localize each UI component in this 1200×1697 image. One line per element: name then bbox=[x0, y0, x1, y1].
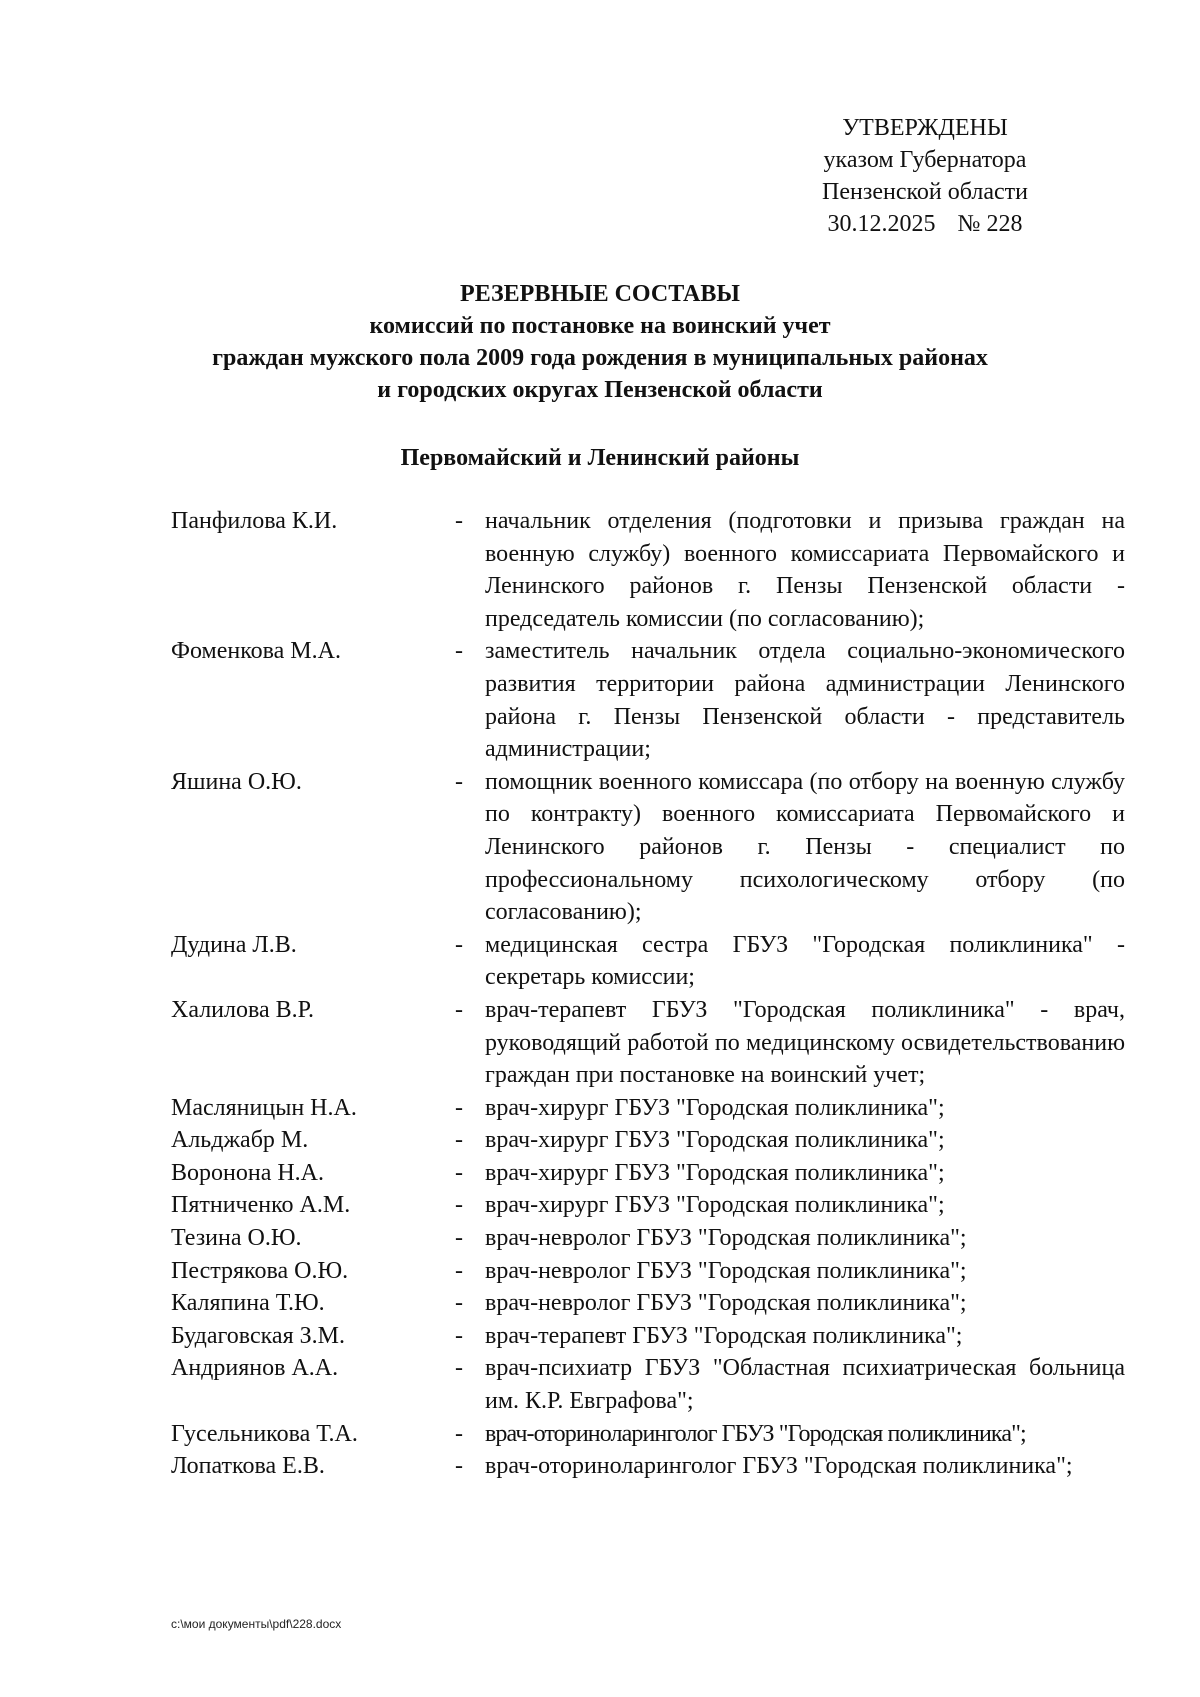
member-row bbox=[171, 1255, 1131, 1288]
member-row bbox=[171, 505, 1131, 635]
member-name: Альджабр М. bbox=[171, 1127, 309, 1154]
member-dash: - bbox=[455, 996, 463, 1023]
member-name: Панфилова К.И. bbox=[171, 508, 338, 534]
approval-number: № 228 bbox=[957, 211, 1023, 237]
member-name: Лопаткова Е.В. bbox=[171, 1453, 325, 1480]
member-dash: - bbox=[455, 1355, 463, 1382]
member-dash: - bbox=[455, 1192, 463, 1219]
approval-region: Пензенской области bbox=[822, 179, 1028, 205]
member-row bbox=[171, 1124, 1131, 1157]
document-title bbox=[150, 278, 1050, 406]
member-role: врач-невролог ГБУЗ "Городская поликлиника"; bbox=[485, 1257, 967, 1284]
member-name: Будаговская З.М. bbox=[171, 1322, 345, 1349]
member-role: врач-хирург ГБУЗ "Городская поликлиника"; bbox=[485, 1159, 945, 1186]
member-name: Андриянов А.А. bbox=[171, 1355, 339, 1382]
member-row bbox=[171, 994, 1131, 1092]
member-dash: - bbox=[455, 1420, 463, 1447]
title-line-2: комиссий по постановке на воинский учет bbox=[369, 313, 831, 339]
member-dash: - bbox=[455, 1127, 463, 1154]
member-role: начальник отделения (подготовки и призыва граждан на военную службу) военного комиссариата Первомайского и Ленинского районов г. Пензы Пензенской области - председатель комиссии (по согласованию); bbox=[485, 508, 1125, 632]
member-name: Пятниченко А.М. bbox=[171, 1192, 351, 1219]
member-row bbox=[171, 1189, 1131, 1222]
member-name: Дудина Л.В. bbox=[171, 931, 297, 958]
member-dash: - bbox=[455, 1453, 463, 1480]
member-row bbox=[171, 1418, 1131, 1451]
member-name: Пестрякова О.Ю. bbox=[171, 1257, 349, 1284]
member-name: Масляницын Н.А. bbox=[171, 1094, 357, 1121]
member-dash: - bbox=[455, 1290, 463, 1317]
member-role: врач-психиатр ГБУЗ "Областная психиатрическая больница им. К.Р. Евграфова"; bbox=[485, 1355, 1125, 1415]
approval-decree: указом Губернатора bbox=[823, 147, 1027, 173]
member-role: медицинская сестра ГБУЗ "Городская поликлиника" - секретарь комиссии; bbox=[485, 931, 1125, 991]
file-path-footer: c:\мои документы\pdf\228.docx bbox=[171, 1617, 342, 1631]
member-row bbox=[171, 1222, 1131, 1255]
member-role: врач-оториноларинголог ГБУЗ "Городская поликлиника"; bbox=[485, 1420, 1026, 1447]
member-role: врач-невролог ГБУЗ "Городская поликлиника"; bbox=[485, 1290, 967, 1317]
member-name: Яшина О.Ю. bbox=[171, 768, 302, 795]
member-dash: - bbox=[455, 638, 463, 665]
member-row bbox=[171, 1092, 1131, 1125]
member-dash: - bbox=[455, 768, 463, 795]
approval-date: 30.12.2025 bbox=[827, 211, 936, 237]
approval-stamp bbox=[780, 112, 1070, 240]
title-line-3: граждан мужского пола 2009 года рождения в муниципальных районах bbox=[212, 345, 988, 371]
member-row bbox=[171, 635, 1131, 765]
member-dash: - bbox=[455, 931, 463, 958]
member-row bbox=[171, 1287, 1131, 1320]
member-name: Тезина О.Ю. bbox=[171, 1225, 302, 1252]
member-role: врач-хирург ГБУЗ "Городская поликлиника"; bbox=[485, 1127, 945, 1154]
member-dash: - bbox=[455, 1322, 463, 1349]
member-role: врач-невролог ГБУЗ "Городская поликлиника"; bbox=[485, 1225, 967, 1252]
member-name: Воронона Н.А. bbox=[171, 1159, 325, 1186]
member-role: врач-терапевт ГБУЗ "Городская поликлиника"; bbox=[485, 1322, 963, 1349]
member-row bbox=[171, 1157, 1131, 1190]
member-row bbox=[171, 1352, 1131, 1417]
member-role: врач-хирург ГБУЗ "Городская поликлиника"; bbox=[485, 1094, 945, 1121]
member-row bbox=[171, 929, 1131, 994]
title-line-1: РЕЗЕРВНЫЕ СОСТАВЫ bbox=[460, 281, 740, 307]
member-name: Каляпина Т.Ю. bbox=[171, 1290, 325, 1317]
member-row bbox=[171, 1450, 1131, 1483]
member-role: заместитель начальник отдела социально-экономического развития территории района администрации Ленинского района г. Пензы Пензенской области - представитель администрации; bbox=[485, 638, 1125, 763]
member-dash: - bbox=[455, 1159, 463, 1186]
member-name: Гусельникова Т.А. bbox=[171, 1420, 358, 1447]
member-role: врач-терапевт ГБУЗ "Городская поликлиника" - врач, руководящий работой по медицинскому освидетельствованию граждан при постановке на воинский учет; bbox=[485, 996, 1125, 1089]
approval-date-line bbox=[780, 208, 1070, 240]
member-name: Халилова В.Р. bbox=[171, 996, 315, 1023]
member-row bbox=[171, 766, 1131, 929]
member-role: помощник военного комиссара (по отбору на военную службу по контракту) военного комиссариата Первомайского и Ленинского районов г. Пензы - специалист по профессиональному психологическому отбору (по согласованию); bbox=[485, 768, 1125, 926]
members-list bbox=[171, 505, 1131, 1483]
member-dash: - bbox=[455, 1094, 463, 1121]
approval-heading: УТВЕРЖДЕНЫ bbox=[842, 115, 1008, 141]
member-role: врач-оториноларинголог ГБУЗ "Городская поликлиника"; bbox=[485, 1453, 1073, 1480]
member-dash: - bbox=[455, 1225, 463, 1252]
member-role: врач-хирург ГБУЗ "Городская поликлиника"; bbox=[485, 1192, 945, 1219]
member-name: Фоменкова М.А. bbox=[171, 638, 341, 665]
section-title: Первомайский и Ленинский районы bbox=[400, 445, 800, 471]
member-row bbox=[171, 1320, 1131, 1353]
member-dash: - bbox=[455, 508, 463, 534]
member-dash: - bbox=[455, 1257, 463, 1284]
title-line-4: и городских округах Пензенской области bbox=[377, 377, 823, 403]
